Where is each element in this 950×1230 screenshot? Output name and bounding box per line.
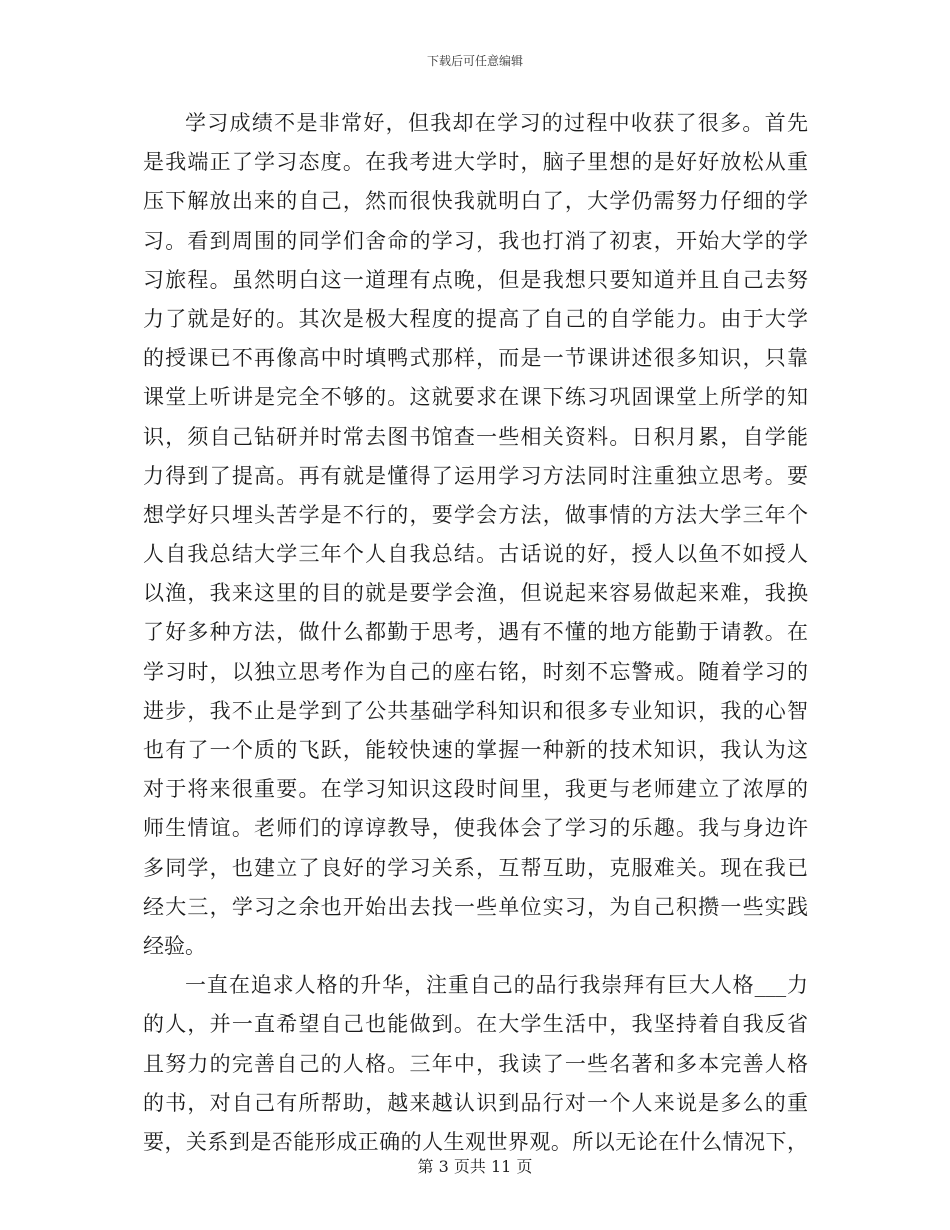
text-line: 了好多种方法，做什么都勤于思考，遇有不懂的地方能勤于请教。在 xyxy=(143,620,808,645)
text-line: 也有了一个质的飞跃，能较快速的掌握一种新的技术知识，我认为这 xyxy=(143,738,808,762)
text-line: 力得到了提高。再有就是懂得了运用学习方法同时注重独立思考。要 xyxy=(143,463,808,488)
text-line: 习。看到周围的同学们舍命的学习，我也打消了初衷，开始大学的学 xyxy=(143,228,808,253)
text-line: 压下解放出来的自己，然而很快我就明白了，大学仍需努力仔细的学 xyxy=(143,189,808,214)
text-line: 要，关系到是否能形成正确的人生观世界观。所以无论在什么情况下， xyxy=(143,1129,808,1154)
text-line: 多同学，也建立了良好的学习关系，互帮互助，克服难关。现在我已 xyxy=(143,855,808,880)
text-line: 学习成绩不是非常好，但我却在学习的过程中收获了很多。首先 xyxy=(185,111,808,135)
text-line: 人自我总结大学三年个人自我总结。古话说的好，授人以鱼不如授人 xyxy=(143,542,808,567)
page-footer: 第 3 页共 11 页 xyxy=(417,1157,533,1176)
page-header: 下载后可任意编辑 xyxy=(426,54,523,68)
text-line: 习旅程。虽然明白这一道理有点晚，但是我想只要知道并且自己去努 xyxy=(143,267,808,292)
text-line: 学习时，以独立思考作为自己的座右铭，时刻不忘警戒。随着学习的 xyxy=(143,659,808,684)
text-line: 的授课已不再像高中时填鸭式那样，而是一节课讲述很多知识，只靠 xyxy=(143,346,808,371)
text-line: 是我端正了学习态度。在我考进大学时，脑子里想的是好好放松从重 xyxy=(143,150,808,175)
text-line: 且努力的完善自己的人格。三年中，我读了一些名著和多本完善人格 xyxy=(143,1051,808,1076)
text-line: 课堂上听讲是完全不够的。这就要求在课下练习巩固课堂上所学的知 xyxy=(143,385,808,410)
text-line: 经大三，学习之余也开始出去找一些单位实习，为自己积攒一些实践 xyxy=(143,894,808,919)
text-line: 经验。 xyxy=(143,933,206,958)
text-line: 想学好只埋头苦学是不行的，要学会方法，做事情的方法大学三年个 xyxy=(143,502,808,527)
text-line: 的书，对自己有所帮助，越来越认识到品行对一个人来说是多么的重 xyxy=(143,1090,808,1115)
text-line: 师生情谊。老师们的谆谆教导，使我体会了学习的乐趣。我与身边许 xyxy=(143,816,808,841)
document-body xyxy=(143,104,808,1162)
paragraph xyxy=(143,966,808,1162)
text-line: 对于将来很重要。在学习知识这段时间里，我更与老师建立了浓厚的 xyxy=(143,777,808,802)
text-line: 一直在追求人格的升华，注重自己的品行我崇拜有巨大人格___力 xyxy=(185,973,808,998)
text-line: 以渔，我来这里的目的就是要学会渔，但说起来容易做起来难，我换 xyxy=(143,581,808,606)
text-line: 力了就是好的。其次是极大程度的提高了自己的自学能力。由于大学 xyxy=(143,306,808,331)
paragraph xyxy=(143,104,808,966)
text-line: 识，须自己钻研并时常去图书馆查一些相关资料。日积月累，自学能 xyxy=(143,424,808,449)
text-line: 的人，并一直希望自己也能做到。在大学生活中，我坚持着自我反省 xyxy=(143,1012,808,1037)
text-line: 进步，我不止是学到了公共基础学科知识和很多专业知识，我的心智 xyxy=(143,698,808,723)
